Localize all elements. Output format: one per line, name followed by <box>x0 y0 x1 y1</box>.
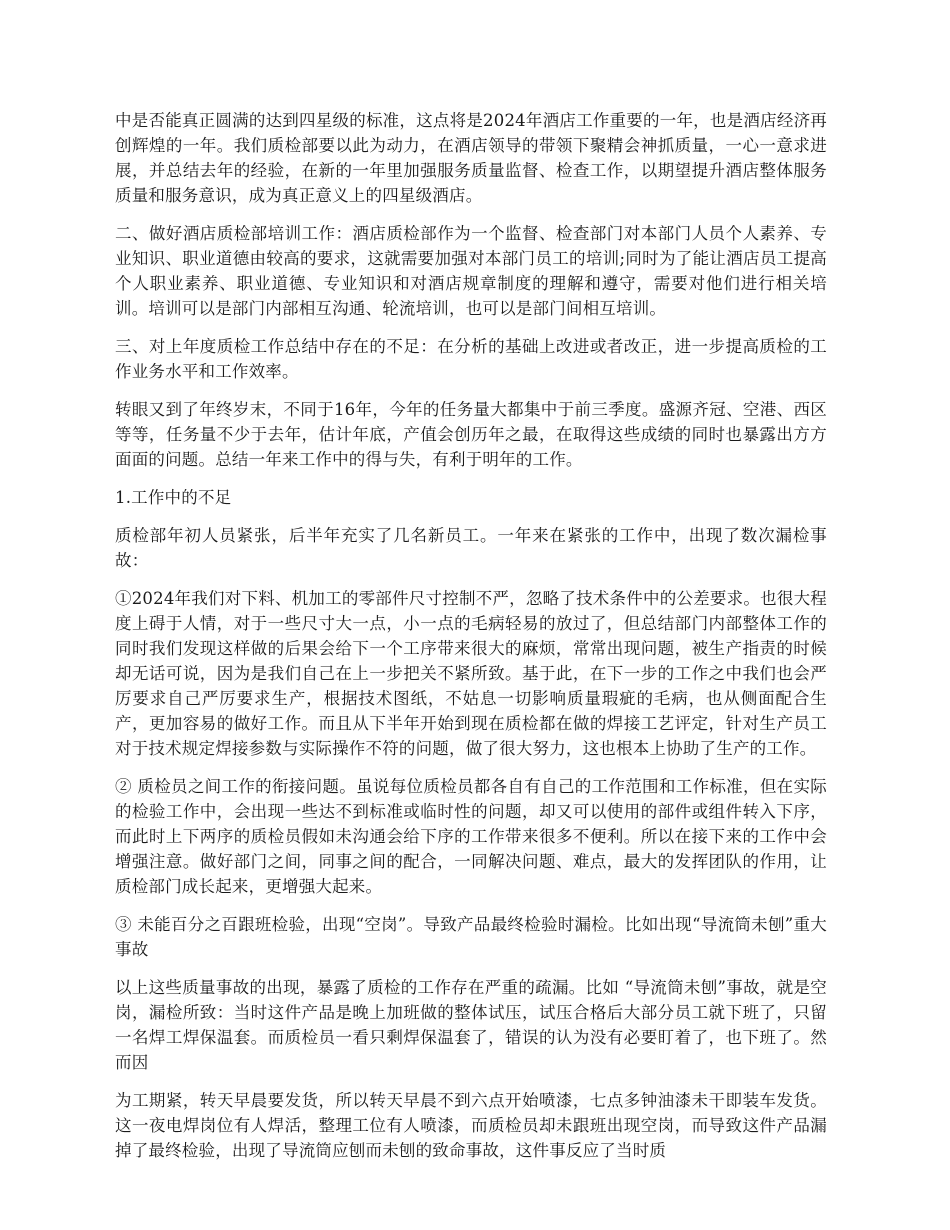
paragraph-4: 转眼又到了年终岁末，不同于16年，今年的任务量大都集中于前三季度。盛源齐冠、空港、西区等等，任务量不少于去年，估计年底，产值会创历年之最，在取得这些成绩的同时也暴露出方方面面的问题。总结一年来工作中的得与失，有利于明年的工作。 <box>115 400 827 469</box>
paragraph-9: ③ 未能百分之百跟班检验，出现“空岗”。导致产品最终检验时漏检。比如出现“导流筒未刨”重大事故 <box>115 915 827 959</box>
paragraph-3: 三、对上年度质检工作总结中存在的不足：在分析的基础上改进或者改正，进一步提高质检的工作业务水平和工作效率。 <box>115 337 827 381</box>
paragraph-2: 二、做好酒店质检部培训工作：酒店质检部作为一个监督、检查部门对本部门人员个人素养、专业知识、职业道德由较高的要求，这就需要加强对本部门员工的培训;同时为了能让酒店员工提高个人职业素养、职业道德、专业知识和对酒店规章制度的理解和遵守，需要对他们进行相关培训。培训可以是部门内部相互沟通、轮流培训，也可以是部门间相互培训。 <box>115 224 827 318</box>
document-body <box>115 108 827 1176</box>
paragraph-1: 中是否能真正圆满的达到四星级的标准，这点将是2024年酒店工作重要的一年，也是酒店经济再创辉煌的一年。我们质检部要以此为动力，在酒店领导的带领下聚精会神抓质量，一心一意求进展，并总结去年的经验，在新的一年里加强服务质量监督、检查工作，以期望提升酒店整体服务质量和服务意识，成为真正意义上的四星级酒店。 <box>115 111 827 205</box>
section-heading: 1.工作中的不足 <box>115 488 232 507</box>
paragraph-11: 为工期紧，转天早晨要发货，所以转天早晨不到六点开始喷漆，七点多钟油漆未干即装车发货。这一夜电焊岗位有人焊活，整理工位有人喷漆，而质检员却未跟班出现空岗，而导致这件产品漏掉了最终检验，出现了导流筒应刨而未刨的致命事故，这件事反应了当时质 <box>115 1091 827 1160</box>
paragraph-6: 质检部年初人员紧张，后半年充实了几名新员工。一年来在紧张的工作中，出现了数次漏检事故： <box>115 526 827 570</box>
paragraph-10: 以上这些质量事故的出现，暴露了质检的工作存在严重的疏漏。比如 “导流筒未刨”事故，就是空岗，漏检所致：当时这件产品是晚上加班做的整体试压，试压合格后大部分员工就下班了，只留一名焊工焊保温套。而质检员一看只剩焊保温套了，错误的认为没有必要盯着了，也下班了。然而因 <box>115 978 827 1072</box>
paragraph-8: ② 质检员之间工作的衔接问题。虽说每位质检员都各自有自己的工作范围和工作标准，但在实际的检验工作中，会出现一些达不到标准或临时性的问题，却又可以使用的部件或组件转入下序，而此时上下两序的质检员假如未沟通会给下序的工作带来很多不便利。所以在接下来的工作中会增强注意。做好部门之间，同事之间的配合，一同解决问题、难点，最大的发挥团队的作用，让质检部门成长起来，更增强大起来。 <box>115 777 827 896</box>
paragraph-7: ①2024年我们对下料、机加工的零部件尺寸控制不严，忽略了技术条件中的公差要求。也很大程度上碍于人情，对于一些尺寸大一点，小一点的毛病轻易的放过了，但总结部门内部整体工作的同时我们发现这样做的后果会给下一个工序带来很大的麻烦，常常出现问题，被生产指责的时候却无话可说，因为是我们自己在上一步把关不紧所致。基于此，在下一步的工作之中我们也会严厉要求自己严厉要求生产，根据技术图纸，不姑息一切影响质量瑕疵的毛病，也从侧面配合生产，更加容易的做好工作。而且从下半年开始到现在质检都在做的焊接工艺评定，针对生产员工对于技术规定焊接参数与实际操作不符的问题，做了很大努力，这也根本上协助了生产的工作。 <box>115 589 827 758</box>
